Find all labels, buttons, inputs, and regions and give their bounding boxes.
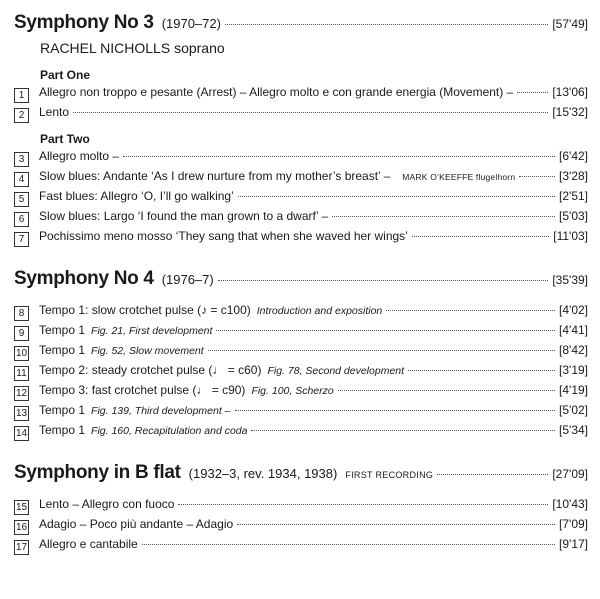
work-title: Symphony No 4	[14, 268, 154, 289]
track-title: Allegro non troppo e pesante (Arrest) – Allegro molto e con grande energia (Movement) –	[39, 85, 514, 99]
track-row[interactable]	[14, 226, 588, 246]
dot-leader	[251, 430, 555, 431]
part-label: Part One	[40, 68, 91, 82]
track-duration: [6'42]	[559, 149, 588, 163]
track-number: 6	[14, 212, 29, 227]
track-number: 15	[15, 502, 28, 513]
track-annotation: Fig. 21, First development	[91, 325, 213, 337]
work-symphony-3	[14, 12, 588, 246]
track-row[interactable]	[14, 206, 588, 226]
track-row[interactable]	[14, 146, 588, 166]
dot-leader	[408, 370, 555, 371]
track-title: Fast blues: Allegro ‘O, I’ll go walking’	[39, 189, 234, 203]
dot-leader	[142, 544, 555, 545]
track-number: 5	[14, 192, 29, 207]
track-number: 9	[14, 326, 29, 341]
track-duration: [5'02]	[559, 403, 588, 417]
performer: RACHEL NICHOLLS soprano	[40, 40, 225, 56]
track-row[interactable]	[14, 514, 588, 534]
dot-leader	[237, 524, 555, 525]
track-duration: [4'41]	[559, 323, 588, 337]
dot-leader	[225, 24, 548, 25]
track-number: 4	[14, 172, 29, 187]
track-duration: [3'19]	[559, 363, 588, 377]
track-row[interactable]	[14, 420, 588, 440]
work-title: Symphony No 3	[14, 12, 154, 33]
track-row[interactable]	[14, 340, 588, 360]
first-recording-note: FIRST RECORDING	[345, 470, 434, 480]
track-title: Allegro e cantabile	[39, 537, 138, 551]
dot-leader	[216, 330, 555, 331]
dot-leader	[386, 310, 555, 311]
track-annotation: Fig. 160, Recapitulation and coda	[91, 425, 248, 437]
track-duration: [5'03]	[559, 209, 588, 223]
track-duration: [4'02]	[559, 303, 588, 317]
track-number: 8	[14, 306, 29, 321]
track-duration: [11'03]	[553, 229, 588, 243]
track-duration: [3'28]	[559, 169, 588, 183]
track-number: 16	[15, 522, 28, 533]
track-annotation: Introduction and exposition	[256, 305, 383, 317]
track-row[interactable]	[14, 380, 588, 400]
track-title: Tempo 1	[39, 403, 86, 417]
track-title: Lento – Allegro con fuoco	[39, 497, 175, 511]
dot-leader	[123, 156, 555, 157]
track-duration: [10'43]	[552, 497, 588, 511]
track-title: Tempo 1: slow crotchet pulse (♪ = c100)	[39, 303, 251, 317]
dot-leader	[73, 112, 548, 113]
track-row[interactable]	[14, 102, 588, 122]
track-row[interactable]	[14, 400, 588, 420]
work-date: (1970–72)	[161, 16, 221, 31]
track-duration: [15'32]	[552, 105, 588, 119]
work-symphony-4	[14, 268, 588, 440]
track-annotation: Fig. 78, Second development	[267, 365, 405, 377]
track-number: 14	[15, 428, 28, 439]
track-duration: [8'42]	[559, 343, 588, 357]
track-title: Pochissimo meno mosso ‘They sang that when she waved her wings’	[39, 229, 408, 243]
dot-leader	[238, 196, 555, 197]
work-title: Symphony in B flat	[14, 462, 181, 483]
dot-leader	[517, 92, 548, 93]
track-row[interactable]	[14, 494, 588, 514]
track-annotation: Fig. 52, Slow movement	[91, 345, 204, 357]
track-row[interactable]	[14, 82, 588, 102]
track-duration: [2'51]	[559, 189, 588, 203]
work-duration: [57'49]	[552, 17, 588, 31]
track-row[interactable]	[14, 360, 588, 380]
track-title: Adagio – Poco più andante – Adagio	[39, 517, 234, 531]
dot-leader	[412, 236, 549, 237]
dot-leader	[235, 410, 555, 411]
track-number: 17	[15, 542, 28, 553]
track-number: 7	[14, 232, 29, 247]
track-duration: [4'19]	[559, 383, 588, 397]
track-number: 1	[14, 88, 29, 103]
track-number: 11	[14, 366, 29, 381]
track-title: Tempo 1	[39, 343, 86, 357]
track-number: 12	[15, 388, 28, 399]
track-title: Allegro molto –	[39, 149, 120, 163]
track-duration: [9'17]	[559, 537, 588, 551]
track-title: Slow blues: Andante ‘As I drew nurture from my mother’s breast’ –	[39, 169, 391, 183]
track-annotation: Fig. 139, Third development –	[91, 405, 231, 417]
work-heading	[14, 12, 588, 38]
track-title: Tempo 3: fast crotchet pulse (♩ = c90)	[39, 383, 246, 397]
track-title: Lento	[39, 105, 70, 119]
track-listing	[14, 12, 588, 554]
track-row[interactable]	[14, 320, 588, 340]
track-duration: [7'09]	[559, 517, 588, 531]
track-annotation: Fig. 100, Scherzo	[251, 385, 334, 397]
soloist-credit: MARK O’KEEFFE flugelhorn	[402, 172, 516, 182]
work-symphony-b-flat	[14, 462, 588, 554]
part-label: Part Two	[40, 132, 90, 146]
track-number: 10	[15, 348, 28, 359]
dot-leader	[338, 390, 555, 391]
dot-leader	[218, 280, 549, 281]
dot-leader	[208, 350, 555, 351]
dot-leader	[332, 216, 555, 217]
track-duration: [5'34]	[559, 423, 588, 437]
track-title: Tempo 2: steady crotchet pulse (♩ = c60)	[39, 363, 262, 377]
track-row[interactable]	[14, 300, 588, 320]
track-duration: [13'06]	[552, 85, 588, 99]
work-duration: [27'09]	[552, 467, 588, 481]
track-number: 3	[14, 152, 29, 167]
track-number: 13	[15, 408, 28, 419]
track-number: 2	[14, 108, 29, 123]
dot-leader	[519, 176, 555, 177]
dot-leader	[178, 504, 548, 505]
work-heading	[14, 268, 588, 294]
track-row[interactable]	[14, 186, 588, 206]
track-row[interactable]	[14, 534, 588, 554]
work-date: (1976–7)	[161, 272, 214, 287]
track-title: Slow blues: Largo ‘I found the man grown to a dwarf’ –	[39, 209, 329, 223]
dot-leader	[437, 474, 548, 475]
track-row[interactable]	[14, 166, 588, 186]
track-title: Tempo 1	[39, 423, 86, 437]
work-heading	[14, 462, 588, 488]
work-date: (1932–3, rev. 1934, 1938)	[188, 466, 338, 481]
work-duration: [35'39]	[552, 273, 588, 287]
track-title: Tempo 1	[39, 323, 86, 337]
